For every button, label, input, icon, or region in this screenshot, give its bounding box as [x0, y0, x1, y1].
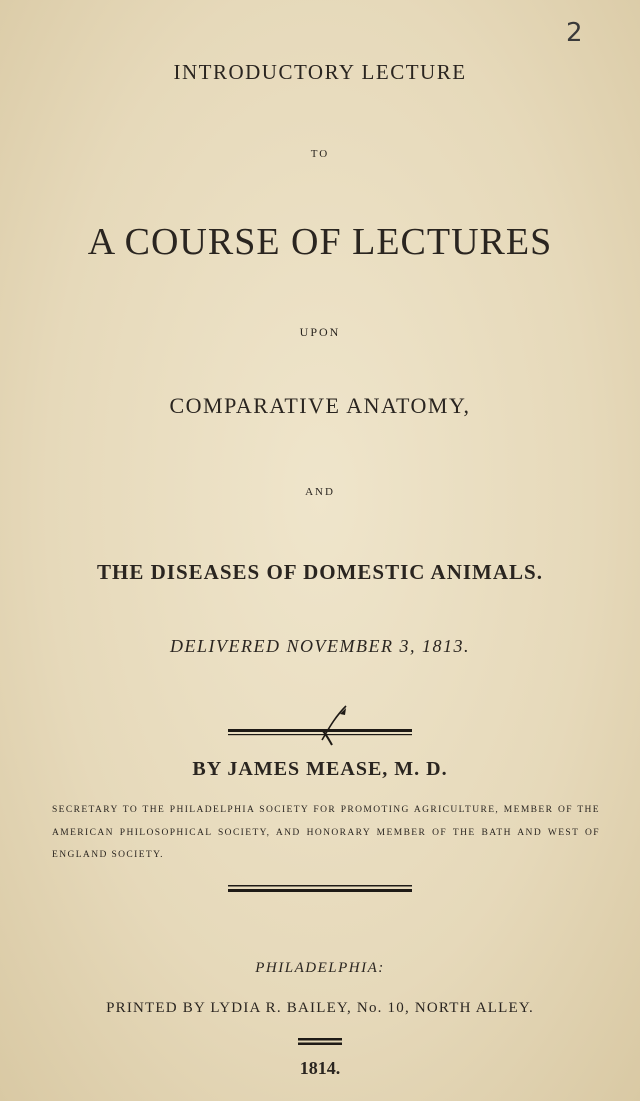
title-line-comparative-anatomy: COMPARATIVE ANATOMY,	[169, 393, 471, 418]
author-line: BY JAMES MEASE, M. D.	[192, 758, 448, 780]
connector-and: AND	[305, 486, 335, 498]
author-affiliation: SECRETARY TO THE PHILADELPHIA SOCIETY FOR PROMOTING AGRICULTURE, MEMBER OF THE AMERICAN PHILOSOPHICAL SOCIETY, AND HONORARY MEMBER OF THE BATH AND WEST OF ENGLAND SOCIETY.	[52, 805, 600, 860]
delivery-date: DELIVERED NOVEMBER 3, 1813.	[170, 636, 470, 656]
connector-to: TO	[310, 148, 330, 160]
imprint-year: 1814.	[299, 1058, 341, 1078]
double-rule	[228, 882, 412, 896]
title-line-course-of-lectures: A COURSE OF LECTURES	[87, 221, 553, 263]
title-line-introductory-lecture: INTRODUCTORY LECTURE	[173, 60, 467, 84]
short-double-rule	[298, 1036, 342, 1046]
page-number-mark: 2	[566, 18, 583, 48]
imprint-city: PHILADELPHIA:	[255, 960, 385, 976]
connector-upon: UPON	[299, 325, 341, 339]
imprint-printer: PRINTED BY LYDIA R. BAILEY, No. 10, NORTH ALLEY.	[106, 1000, 534, 1016]
title-line-diseases: THE DISEASES OF DOMESTIC ANIMALS.	[97, 560, 543, 584]
ornamental-rule	[228, 700, 412, 746]
